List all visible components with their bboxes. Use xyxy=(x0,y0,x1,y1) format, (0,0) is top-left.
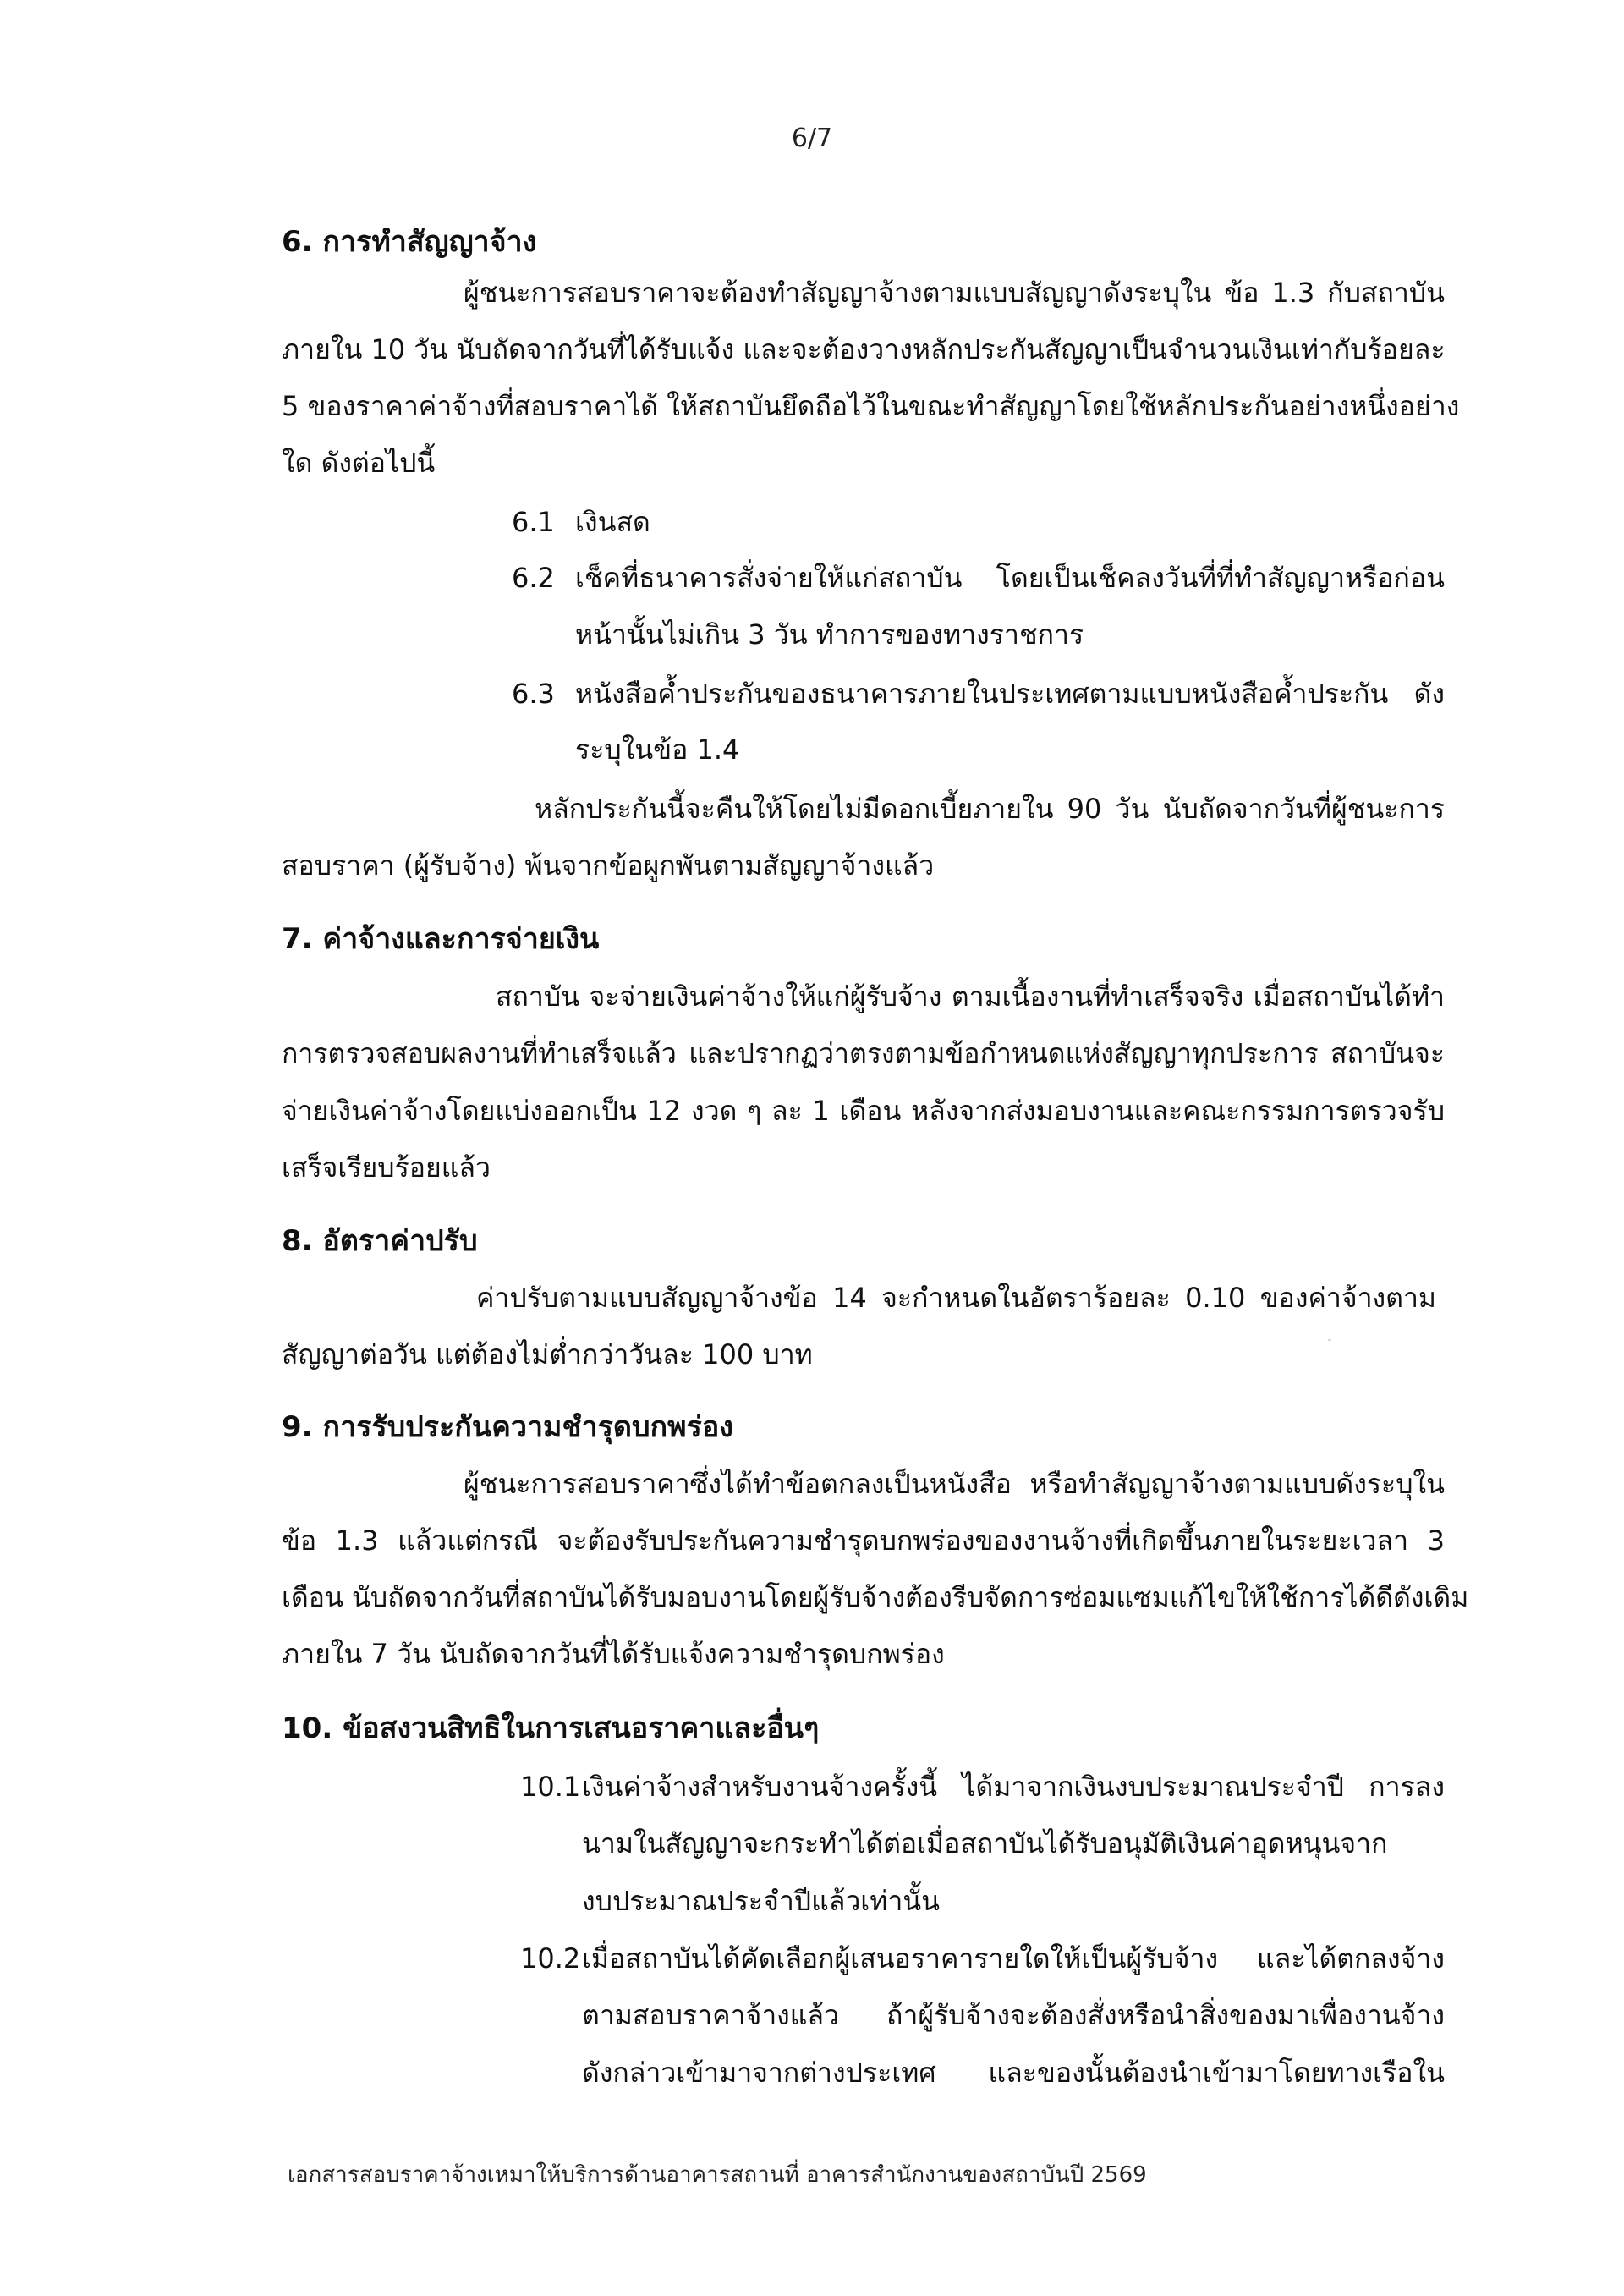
item-10-1-text: เงินค่าจ้างสำหรับงานจ้างครั้งนี้ ได้มาจากเงินงบประมาณประจำปี การลง xyxy=(582,1771,1445,1803)
item-10-2-number: 10.2 xyxy=(520,1942,581,1975)
item-6-3-number: 6.3 xyxy=(512,678,555,710)
item-6-2-text: หน้านั้นไม่เกิน 3 วัน ทำการของทางราชการ xyxy=(575,618,1084,651)
section-9-paragraph-line: ผู้ชนะการสอบราคาซึ่งได้ทำข้อตกลงเป็นหนังสือ หรือทำสัญญาจ้างตามแบบดังระบุใน xyxy=(464,1468,1445,1500)
item-6-3-text: ระบุในข้อ 1.4 xyxy=(575,733,740,766)
section-6-paragraph-line: ผู้ชนะการสอบราคาจะต้องทำสัญญาจ้างตามแบบสัญญาดังระบุใน ข้อ 1.3 กับสถาบัน xyxy=(464,277,1445,309)
item-6-1-number: 6.1 xyxy=(512,506,555,538)
section-7-paragraph-line: การตรวจสอบผลงานที่ทำเสร็จแล้ว และปรากฏว่าตรงตามข้อกำหนดแห่งสัญญาทุกประการ สถาบันจะ xyxy=(282,1037,1445,1069)
item-10-1-text: นามในสัญญาจะกระทำได้ต่อเมื่อสถาบันได้รับอนุมัติเงินค่าอุดหนุนจาก xyxy=(582,1827,1388,1859)
item-6-2-number: 6.2 xyxy=(512,562,555,594)
section-6-paragraph-line: สอบราคา (ผู้รับจ้าง) พ้นจากข้อผูกพันตามสัญญาจ้างแล้ว xyxy=(282,849,935,882)
section-8-heading: 8. อัตราค่าปรับ xyxy=(282,1224,478,1258)
section-9-heading: 9. การรับประกันความชำรุดบกพร่อง xyxy=(282,1410,733,1444)
section-7-heading: 7. ค่าจ้างและการจ่ายเงิน xyxy=(282,922,600,956)
section-7-paragraph-line: จ่ายเงินค่าจ้างโดยแบ่งออกเป็น 12 งวด ๆ ละ 1 เดือน หลังจากส่งมอบงานและคณะกรรมการตรวจรับ xyxy=(282,1095,1445,1127)
page-number: 6/7 xyxy=(791,124,833,153)
page-footer: เอกสารสอบราคาจ้างเหมาให้บริการด้านอาคารสถานที่ อาคารสำนักงานของสถาบันปี 2569 xyxy=(288,2162,1147,2188)
item-6-3-text: หนังสือค้ำประกันของธนาคารภายในประเทศตามแบบหนังสือค้ำประกัน ดัง xyxy=(575,678,1445,710)
scan-speck xyxy=(1328,1339,1331,1341)
section-9-paragraph-line: เดือน นับถัดจากวันที่สถาบันได้รับมอบงานโดยผู้รับจ้างต้องรีบจัดการซ่อมแซมแก้ไขให้ใช้การได้ดีดังเดิม xyxy=(282,1581,1469,1613)
item-10-2-text: เมื่อสถาบันได้คัดเลือกผู้เสนอราคารายใดให้เป็นผู้รับจ้าง และได้ตกลงจ้าง xyxy=(582,1942,1445,1975)
item-6-2-text: เช็คที่ธนาคารสั่งจ่ายให้แก่สถาบัน โดยเป็นเช็คลงวันที่ที่ทำสัญญาหรือก่อน xyxy=(575,562,1445,594)
item-6-1-text: เงินสด xyxy=(575,506,650,538)
section-10-heading: 10. ข้อสงวนสิทธิในการเสนอราคาและอื่นๆ xyxy=(282,1711,820,1745)
item-10-2-text: ดังกล่าวเข้ามาจากต่างประเทศ และของนั้นต้องนำเข้ามาโดยทางเรือใน xyxy=(582,2057,1445,2089)
item-10-2-text: ตามสอบราคาจ้างแล้ว ถ้าผู้รับจ้างจะต้องสั่งหรือนำสิ่งของมาเพื่องานจ้าง xyxy=(582,1999,1445,2031)
section-9-paragraph-line: ข้อ 1.3 แล้วแต่กรณี จะต้องรับประกันความชำรุดบกพร่องของงานจ้างที่เกิดขึ้นภายในระยะเวลา 3 xyxy=(282,1524,1445,1557)
item-10-1-text: งบประมาณประจำปีแล้วเท่านั้น xyxy=(582,1885,941,1917)
item-10-1-number: 10.1 xyxy=(520,1771,581,1803)
section-6-heading: 6. การทำสัญญาจ้าง xyxy=(282,225,537,259)
section-6-paragraph-line: หลักประกันนี้จะคืนให้โดยไม่มีดอกเบี้ยภายใน 90 วัน นับถัดจากวันที่ผู้ชนะการ xyxy=(535,793,1445,825)
section-6-paragraph-line: ภายใน 10 วัน นับถัดจากวันที่ได้รับแจ้ง และจะต้องวางหลักประกันสัญญาเป็นจำนวนเงินเท่ากับร้อยละ xyxy=(282,333,1446,365)
section-8-paragraph-line: สัญญาต่อวัน แต่ต้องไม่ต่ำกว่าวันละ 100 บาท xyxy=(282,1338,813,1370)
section-9-paragraph-line: ภายใน 7 วัน นับถัดจากวันที่ได้รับแจ้งความชำรุดบกพร่อง xyxy=(282,1638,945,1670)
section-8-paragraph-line: ค่าปรับตามแบบสัญญาจ้างข้อ 14 จะกำหนดในอัตราร้อยละ 0.10 ของค่าจ้างตาม xyxy=(476,1282,1436,1314)
section-7-paragraph-line: สถาบัน จะจ่ายเงินค่าจ้างให้แก่ผู้รับจ้าง ตามเนื้องานที่ทำเสร็จจริง เมื่อสถาบันได้ทำ xyxy=(496,980,1445,1013)
section-6-paragraph-line: 5 ของราคาค่าจ้างที่สอบราคาได้ ให้สถาบันยึดถือไว้ในขณะทำสัญญาโดยใช้หลักประกันอย่างหนึ่งอย่าง xyxy=(282,390,1460,422)
section-7-paragraph-line: เสร็จเรียบร้อยแล้ว xyxy=(282,1151,491,1184)
section-6-paragraph-line: ใด ดังต่อไปนี้ xyxy=(282,447,436,479)
